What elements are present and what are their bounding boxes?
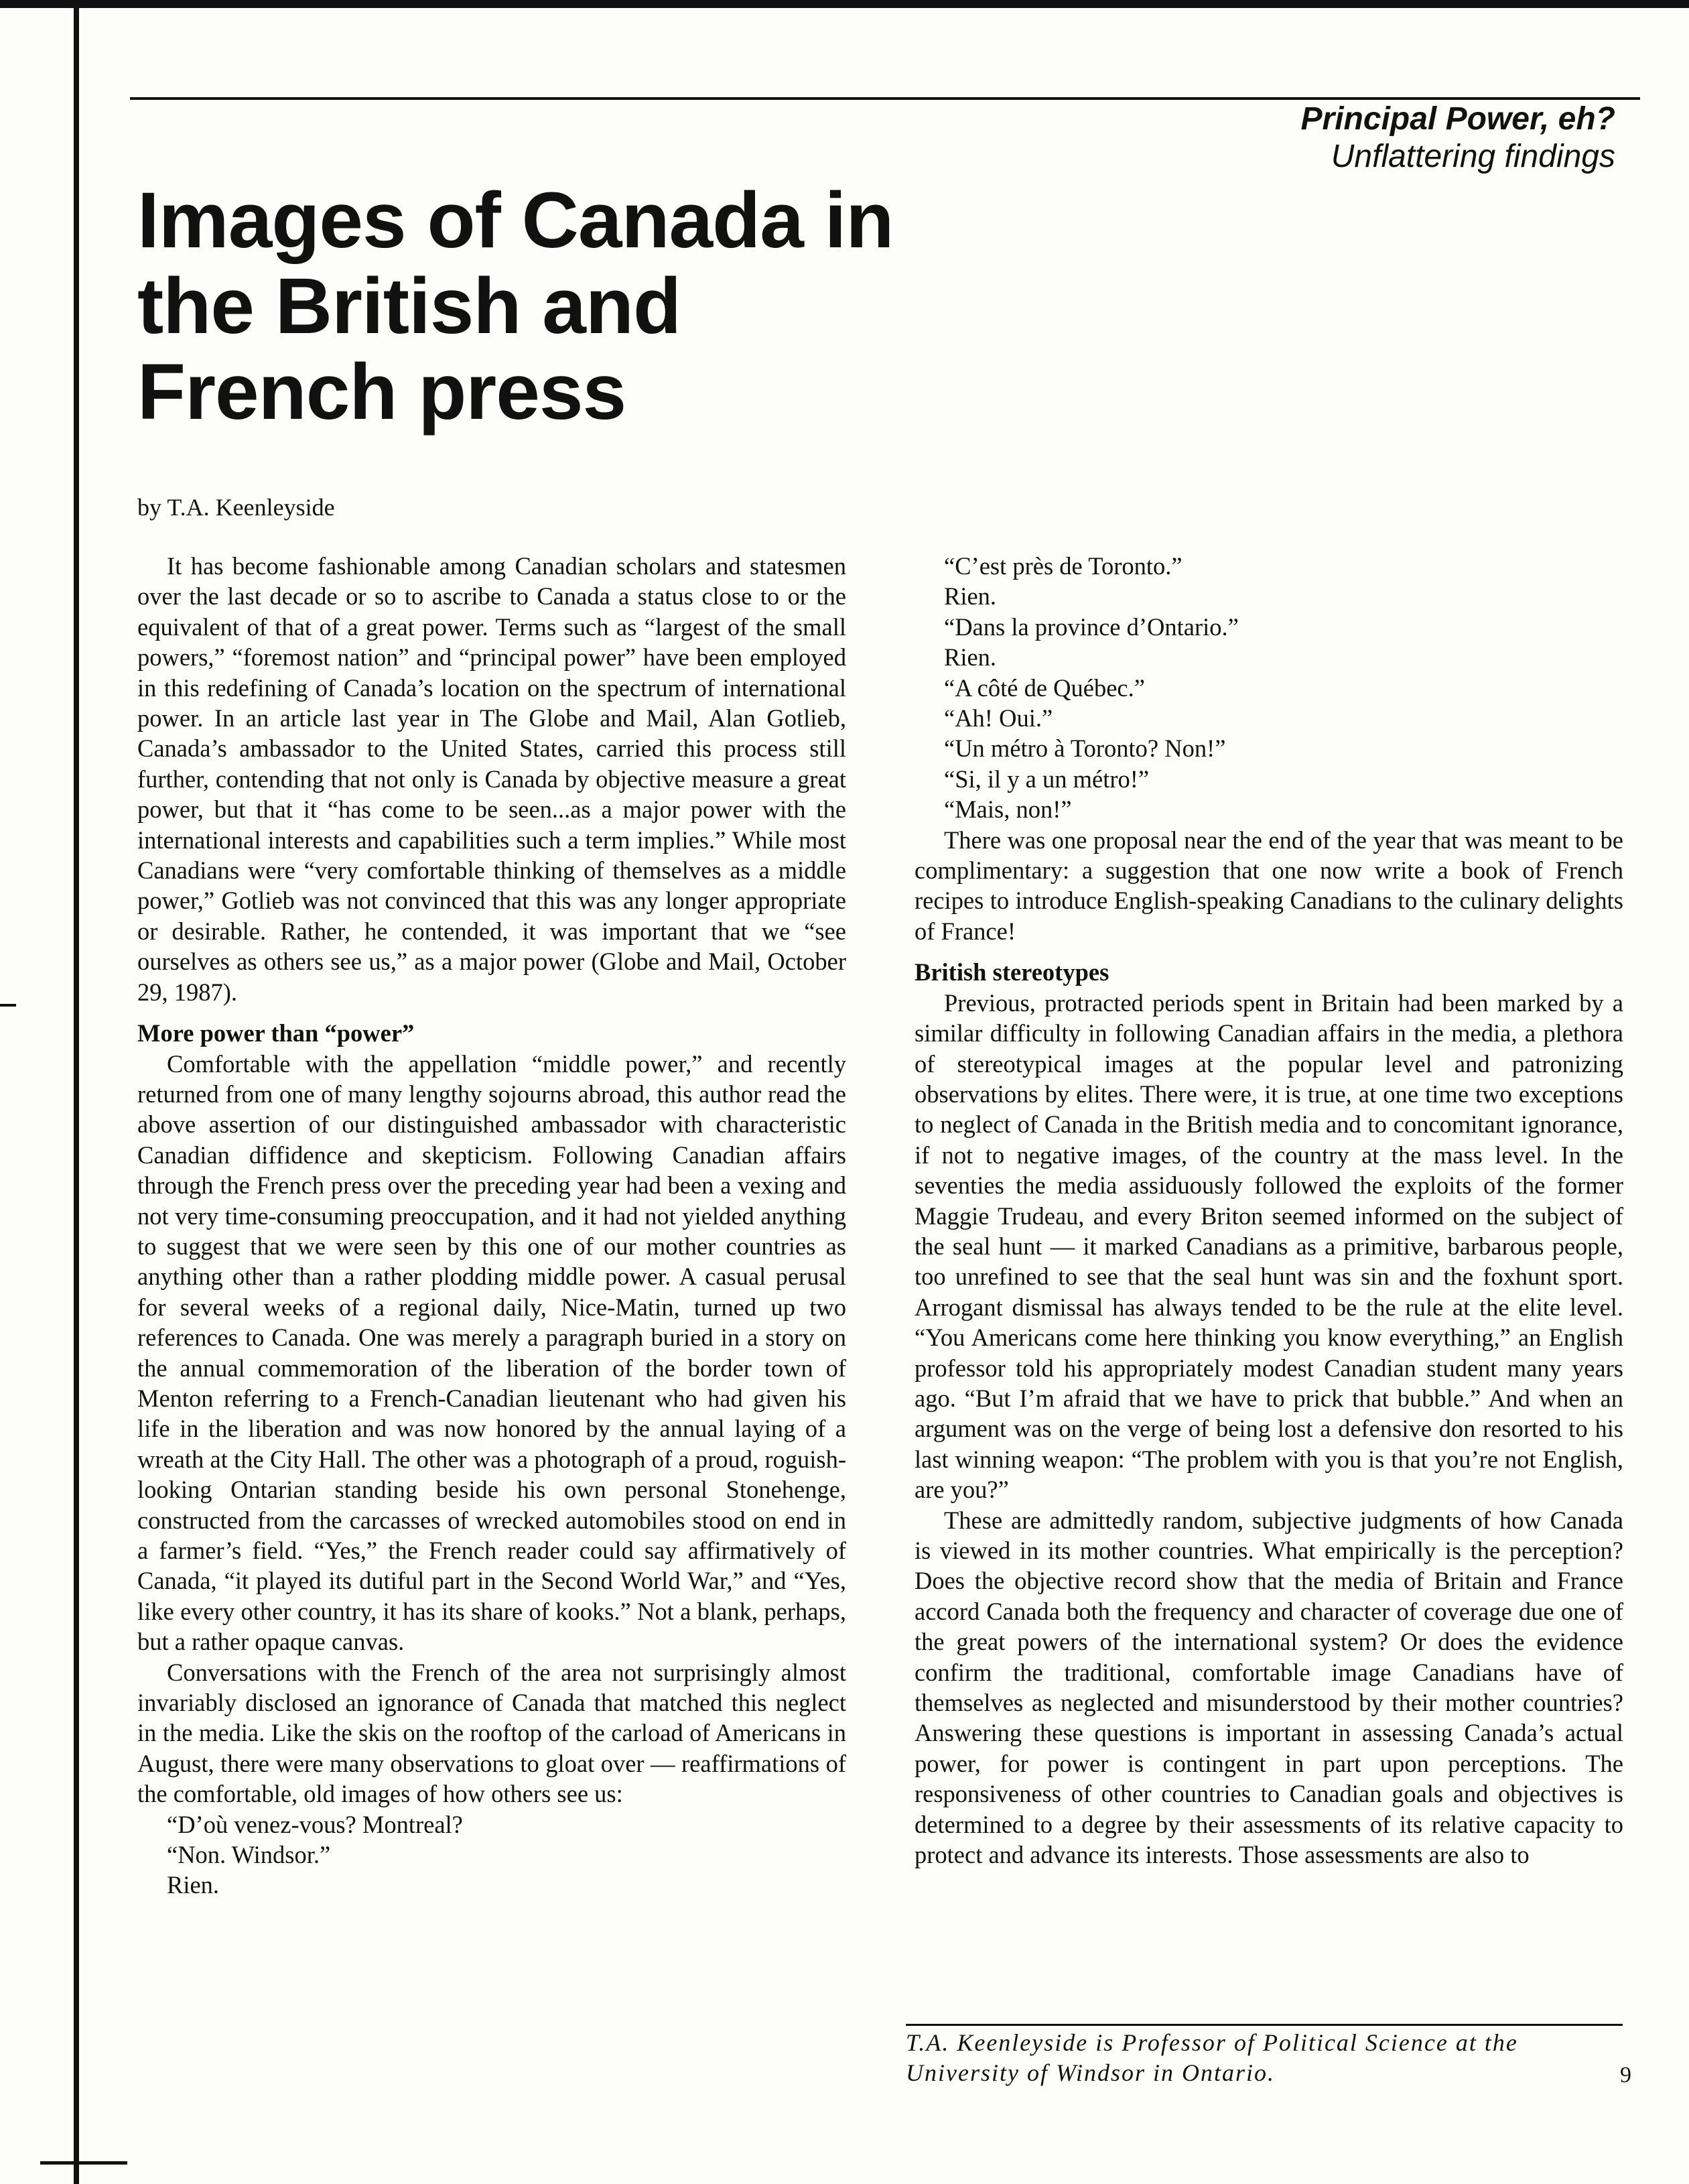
kicker-title: Principal Power, eh? xyxy=(1300,101,1615,137)
paragraph: There was one proposal near the end of the year that was meant to be complimentary: a suggestion that one now write a book of French recipes to introduce English-speaking Canadians to the culinary delights of France! xyxy=(915,826,1623,945)
paragraph: Comfortable with the appellation “middle power,” and recently returned from one of many lengthy sojourns abroad, this author read the above assertion of our distinguished ambassador with characteristic Canadian diffidence and skepticism. Following Canadian affairs through the French press over the preceding year had been a vexing and not very time-consuming preoccupation, and it had not yielded anything to suggest that we were seen by this one of our mother countries as anything other than a rather plodding middle power. A casual perusal for several weeks of a regional daily, Nice-Matin, turned up two references to Canada. One was merely a paragraph buried in a story on the annual commemoration of the liberation of the border town of Menton referring to a French-Canadian lieutenant who had given his life in the liberation and was now honored by the annual laying of a wreath at the City Hall. The other was a photograph of a proud, roguish-looking Ontarian standing beside his own personal Stonehenge, constructed from the carcasses of wrecked automobiles stood on end in a farmer’s field. “Yes,” the French reader could say affirmatively of Canada, “it played its dutiful part in the Second World War,” and “Yes, like every other country, it has its share of kooks.” Not a blank, perhaps, but a rather opaque canvas. xyxy=(137,1049,846,1656)
dialogue-line: “Ah! Oui.” xyxy=(944,704,1053,732)
paragraph: Conversations with the French of the area not surprisingly almost invariably disclosed an ignorance of Canada that matched this neglect in the media. Like the skis on the rooftop of the carload of Americans in August, there were many observations to gloat over — reaffirmations of the comfortable, old images of how others see us: xyxy=(137,1658,846,1808)
header-rule xyxy=(130,97,1640,100)
paragraph: Previous, protracted periods spent in Britain had been marked by a similar difficulty in following Canadian affairs in the media, a plethora of stereotypical images at the popular level and patronizing observations by elites. There were, it is true, at one time two exceptions to neglect of Canada in the British media and to concomitant ignorance, if not to negative images, of the country at the mass level. In the seventies the media assiduously followed the exploits of the former Maggie Trudeau, and every Briton seemed informed on the subject of the seal hunt — it marked Canadians as a primitive, barbarous people, too unrefined to see that the seal hunt was sin and the foxhunt sport. Arrogant dismissal has always tended to be the rule at the elite level. “You Americans come here thinking you know everything,” an English professor told his appropriately modest Canadian student many years ago. “But I’m afraid that we have to prick that bubble.” And when an argument was on the verge of being lost a defensive don resorted to his last winning weapon: “The problem with you is that you’re not English, are you?” xyxy=(915,988,1623,1504)
dialogue-line: “Mais, non!” xyxy=(944,795,1072,824)
dialogue-line: “Non. Windsor.” xyxy=(167,1841,331,1869)
page-number: 9 xyxy=(1620,2063,1631,2087)
subheading: More power than “power” xyxy=(137,1019,415,1047)
section-kicker xyxy=(1301,101,1615,176)
binding-spine xyxy=(74,0,79,2184)
paragraph: It has become fashionable among Canadian scholars and statesmen over the last decade or so to ascribe to Canada a status close to or the equivalent of that of a great power. Terms such as “largest of the small powers,” “foremost nation” and “principal power” have been employed in this redefining of Canada’s location on the spectrum of international power. In an article last year in The Globe and Mail, Alan Gotlieb, Canada’s ambassador to the United States, carried this process still further, contending that not only is Canada by objective measure a great power, but that it “has come to be seen...as a major power with the international interests and capabilities such a term implies.” While most Canadians were “very comfortable thinking of themselves as a middle power,” Gotlieb was not convinced that this was any longer appropriate or desirable. Rather, he contended, it was important that we “see ourselves as others see us,” as a major power (Globe and Mail, October 29, 1987). xyxy=(137,552,846,1006)
left-column xyxy=(137,551,846,1901)
bio-rule xyxy=(906,2024,1623,2026)
subheading: British stereotypes xyxy=(915,958,1109,986)
paragraph: These are admittedly random, subjective judgments of how Canada is viewed in its mother countries. What empirically is the perception? Does the objective record show that the media of Britain and France accord Canada both the frequency and character of coverage due one of the great powers of the international system? Or does the evidence confirm the traditional, comfortable image Canadians have of themselves as neglected and misunderstood by their mother countries? Answering these questions is important in assessing Canada’s actual power, for power is contingent in part upon perceptions. The responsiveness of other countries to Canadian goals and objectives is determined to a degree by their assessments of its relative capacity to protect and advance its interests. Those assessments are also to xyxy=(915,1506,1623,1869)
dialogue-line: “Un métro à Toronto? Non!” xyxy=(944,734,1226,763)
right-column xyxy=(915,551,1623,1870)
binding-foot xyxy=(40,2161,127,2165)
author-bio: T.A. Keenleyside is Professor of Political Science at the University of Windsor in Ontario. xyxy=(906,2029,1518,2086)
dialogue-line: “D’où venez-vous? Montreal? xyxy=(167,1810,463,1838)
dialogue-line: Rien. xyxy=(944,643,997,671)
top-border xyxy=(0,0,1689,8)
dialogue-line: Rien. xyxy=(944,582,997,611)
article-headline: Images of Canada in the British and French press xyxy=(137,176,894,436)
byline: by T.A. Keenleyside xyxy=(137,494,335,521)
kicker-subtitle: Unflattering findings xyxy=(1331,139,1615,174)
dialogue-line: “Si, il y a un métro!” xyxy=(944,765,1150,793)
dialogue-line: “Dans la province d’Ontario.” xyxy=(944,613,1239,641)
dialogue-line: Rien. xyxy=(167,1871,220,1899)
margin-tick xyxy=(0,1004,16,1007)
dialogue-line: “A côté de Québec.” xyxy=(944,673,1145,702)
dialogue-line: “C’est près de Toronto.” xyxy=(944,552,1183,580)
